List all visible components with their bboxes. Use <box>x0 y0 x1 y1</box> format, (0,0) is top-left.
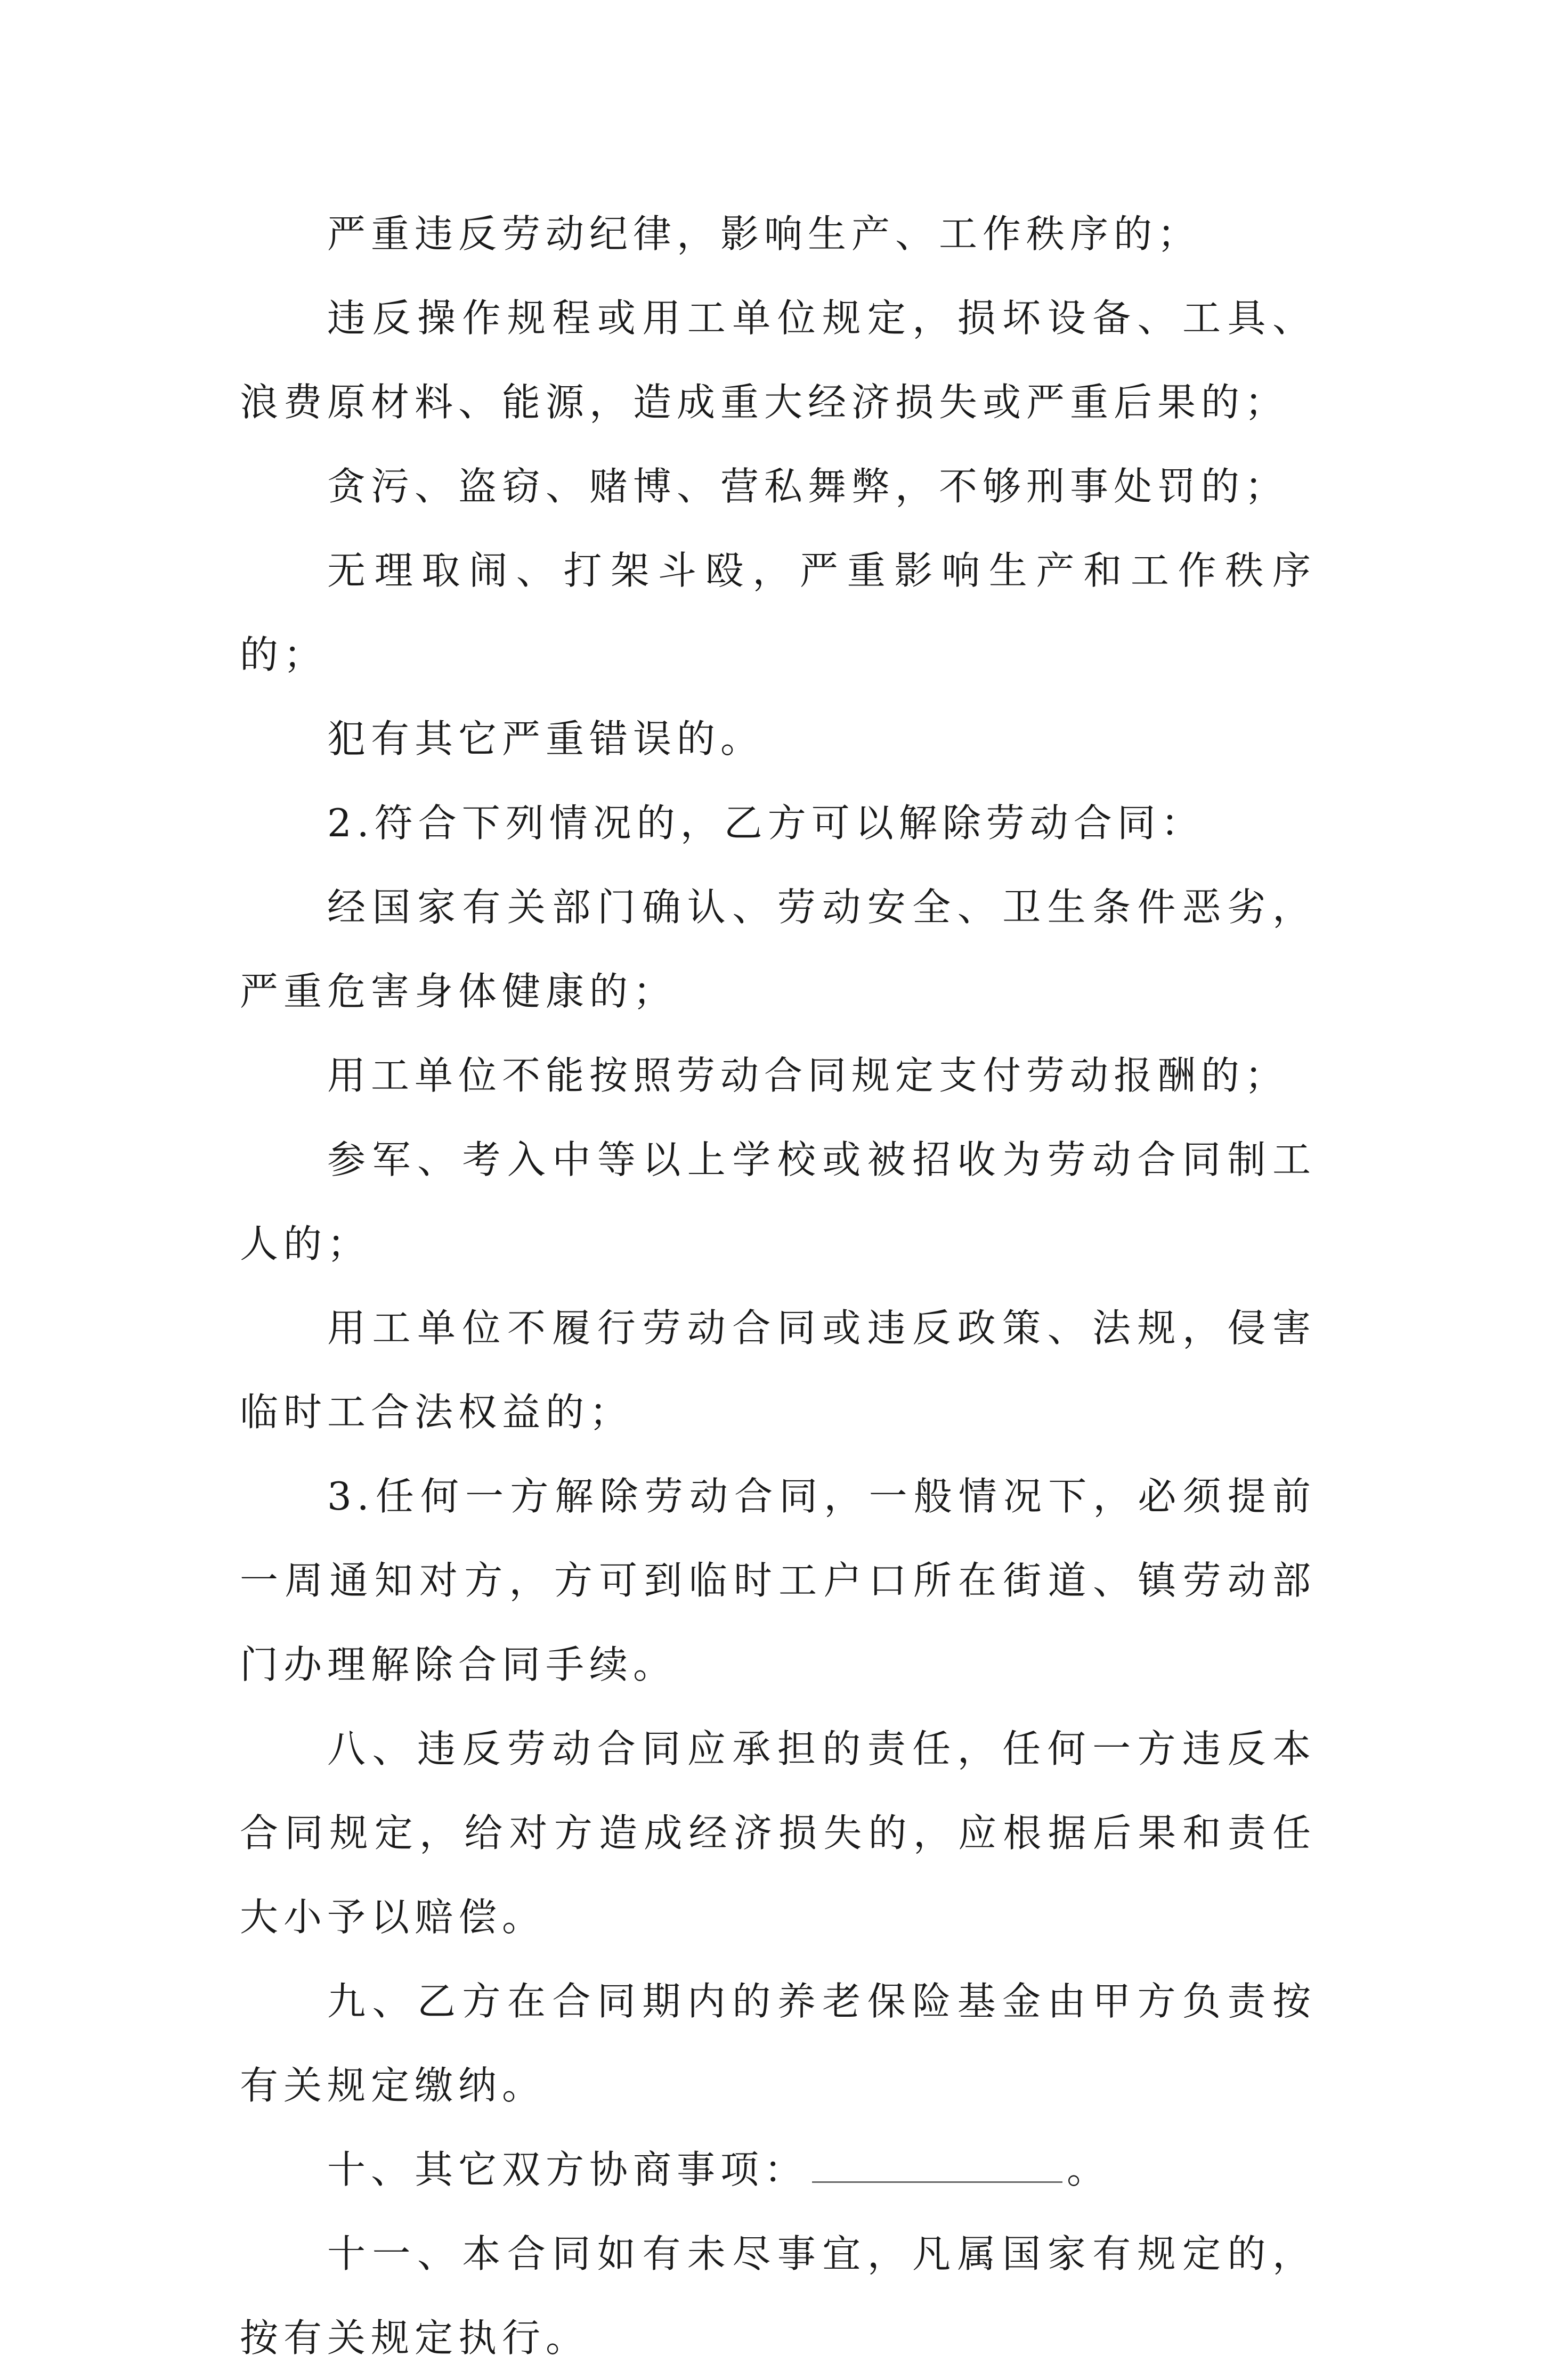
clause-other-serious-errors: 犯有其它严重错误的。 <box>327 716 765 761</box>
section-11-unfinished-matters: 十一、本合同如有未尽事宜，凡属国家有规定的，按有关规定执行。 <box>240 2231 1316 2360</box>
clause-fighting-disorder: 无理取闹、打架斗殴，严重影响生产和工作秩序的； <box>240 548 1316 677</box>
section-2-heading: 2.符合下列情况的，乙方可以解除劳动合同： <box>327 801 1205 845</box>
section-3-notice: 3.任何一方解除劳动合同，一般情况下，必须提前一周通知对方，方可到临时工户口所在街道、镇劳动部门办理解除合同手续。 <box>240 1474 1316 1687</box>
section-9-pension: 九、乙方在合同期内的养老保险基金由甲方负责按有关规定缴纳。 <box>240 1979 1316 2108</box>
clause-unpaid-wages: 用工单位不能按照劳动合同规定支付劳动报酬的； <box>327 1053 1289 1098</box>
clause-military-school-recruitment: 参军、考入中等以上学校或被招收为劳动合同制工人的； <box>240 1137 1316 1266</box>
section-10-other-matters <box>240 2128 1316 2212</box>
clause-unsafe-conditions: 经国家有关部门确认、劳动安全、卫生条件恶劣，严重危害身体健康的； <box>240 885 1316 1014</box>
fill-in-blank[interactable] <box>812 2149 1062 2183</box>
section-10-end: 。 <box>1067 2147 1111 2192</box>
clause-employer-breach: 用工单位不履行劳动合同或违反政策、法规，侵害临时工合法权益的； <box>240 1306 1316 1434</box>
clause-operating-rules-violation: 违反操作规程或用工单位规定，损坏设备、工具、浪费原材料、能源，造成重大经济损失或严重后果的； <box>240 296 1316 425</box>
clause-corruption-theft: 贪污、盗窃、赌博、营私舞弊，不够刑事处罚的； <box>327 464 1289 509</box>
contract-body <box>240 192 1316 2380</box>
clause-serious-discipline-violation: 严重违反劳动纪律，影响生产、工作秩序的； <box>327 211 1202 256</box>
section-8-liability: 八、违反劳动合同应承担的责任，任何一方违反本合同规定，给对方造成经济损失的，应根据后果和责任大小予以赔偿。 <box>240 1726 1316 1939</box>
section-10-label: 十、其它双方协商事项： <box>327 2147 808 2192</box>
